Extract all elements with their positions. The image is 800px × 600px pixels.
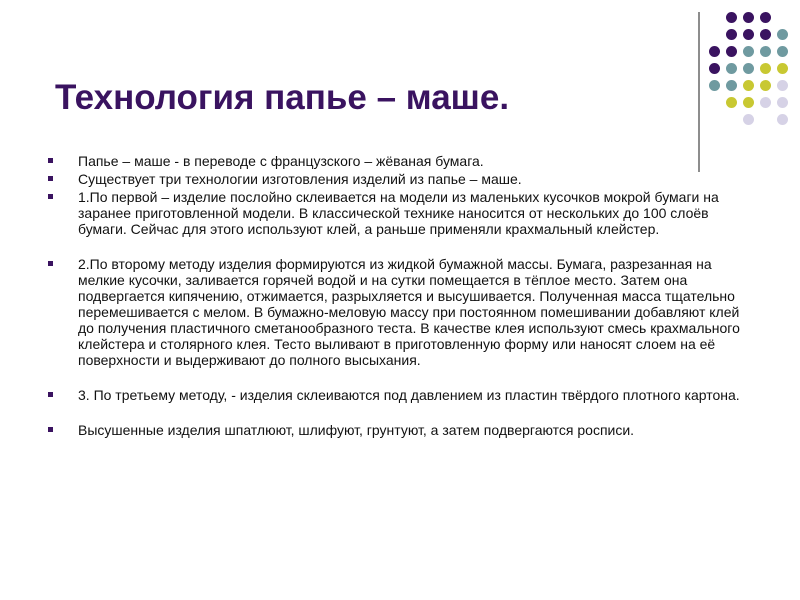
bullet-text: Папье – маше - в переводе с французского – жёваная бумага. <box>78 153 484 169</box>
decorative-dot <box>726 46 737 57</box>
bullet-list <box>48 153 748 438</box>
decorative-dot <box>777 46 788 57</box>
decorative-dot-gap <box>709 114 720 125</box>
decorative-divider <box>698 12 700 172</box>
bullet-item <box>48 153 748 169</box>
decorative-dot-gap <box>709 29 720 40</box>
decorative-dot <box>743 114 754 125</box>
decorative-dot <box>743 46 754 57</box>
decorative-dot-gap <box>760 114 771 125</box>
decorative-dot <box>709 46 720 57</box>
decorative-dot <box>760 63 771 74</box>
decorative-dot <box>709 80 720 91</box>
bullet-marker <box>48 261 53 266</box>
decorative-dot <box>726 29 737 40</box>
bullet-text: 1.По первой – изделие послойно склеивается на модели из маленьких кусочков мокрой бумаги на заранее приготовленной модели. В классической технике наносится от нескольких до 100 слоёв бумаги. Сейчас для этого используют клей, а раньше применяли крахмальный клейстер. <box>78 189 719 237</box>
decorative-dot-gap <box>709 97 720 108</box>
bullet-item <box>48 422 748 438</box>
bullet-marker <box>48 176 53 181</box>
decorative-dot <box>726 63 737 74</box>
decorative-dot <box>709 63 720 74</box>
bullet-item <box>48 256 748 368</box>
bullet-text: 3. По третьему методу, - изделия склеиваются под давлением из пластин твёрдого плотного картона. <box>78 387 740 403</box>
bullet-text: Высушенные изделия шпатлюют, шлифуют, грунтуют, а затем подвергаются росписи. <box>78 422 635 438</box>
decorative-dot <box>726 97 737 108</box>
decorative-dot <box>760 97 771 108</box>
bullet-item <box>48 189 748 237</box>
bullet-item <box>48 171 748 187</box>
decorative-dot <box>743 97 754 108</box>
decorative-dot-gap <box>709 12 720 23</box>
decorative-dot <box>760 29 771 40</box>
decorative-dot-gap <box>777 12 788 23</box>
decorative-dot-grid <box>709 12 788 125</box>
decorative-dot <box>760 46 771 57</box>
bullet-marker <box>48 194 53 199</box>
bullet-marker <box>48 158 53 163</box>
decorative-dot <box>743 12 754 23</box>
decorative-dot <box>760 80 771 91</box>
decorative-dot <box>777 97 788 108</box>
slide-title: Технология папье – маше. <box>55 78 510 117</box>
decorative-dot <box>777 80 788 91</box>
bullet-marker <box>48 392 53 397</box>
decorative-dot <box>760 12 771 23</box>
decorative-dot <box>743 29 754 40</box>
bullet-item <box>48 387 748 403</box>
decorative-dot <box>743 80 754 91</box>
decorative-dot <box>743 63 754 74</box>
decorative-dot <box>777 63 788 74</box>
decorative-dot <box>726 12 737 23</box>
bullet-text: Существует три технологии изготовления изделий из папье – маше. <box>78 171 522 187</box>
decorative-dot-gap <box>726 114 737 125</box>
decorative-dot <box>777 114 788 125</box>
bullet-text: 2.По второму методу изделия формируются из жидкой бумажной массы. Бумага, разрезанная на мелкие кусочки, заливается горячей водой и на сутки помещается в тёплое место. Затем она подвергается кипячению, отжимается, разрыхляется и высушивается. Полученная масса тщательно перемешивается с мелом. В бумажно-меловую массу при постоянном помешивании добавляют клей до получения пластичного сметанообразного теста. В качестве клея используют смесь крахмального клейстера и столярного клея. Тесто выливают в приготовленную форму или наносят слоем на её поверхности и выдерживают до полного высыхания. <box>78 256 740 368</box>
decorative-dot <box>726 80 737 91</box>
decorative-dot <box>777 29 788 40</box>
bullet-marker <box>48 427 53 432</box>
